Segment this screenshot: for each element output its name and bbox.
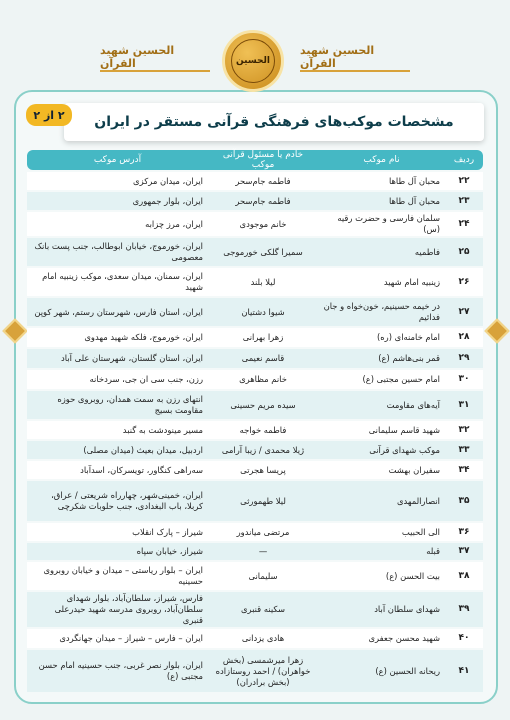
mawkib-address-cell: انتهای رزن به سمت همدان، روبروی حوزه مقاومت بسیج: [27, 391, 208, 419]
mawkib-head-cell: فاطمه جام‌سحر: [208, 172, 318, 190]
mawkib-address-cell: فارس، شیراز، سلطان‌آباد، بلوار شهدای سلطان‌آباد، روبروی مدرسه شهید حیدرعلی قنبری: [27, 592, 208, 627]
mawkib-head-cell: زهرا میرشمسی (بخش خواهران) / احمد روستازاده (بخش برادران): [208, 650, 318, 692]
mawkib-address-cell: ایران، خورموج، خیابان ابوطالب، جنب پست بانک معصومی: [27, 238, 208, 266]
mawkib-head-cell: سمیرا گلکی خورموجی: [208, 238, 318, 266]
mawkib-head-cell: شیوا دشتیان: [208, 298, 318, 326]
mawkib-head-cell: سکینه قنبری: [208, 592, 318, 627]
row-number-cell: ۲۷: [445, 298, 483, 326]
mawkib-head-cell: سیده مریم حسینی: [208, 391, 318, 419]
mawkib-head-cell: هادی یزدانی: [208, 629, 318, 648]
mawkib-address-cell: ایران، استان گلستان، شهرستان علی آباد: [27, 349, 208, 368]
table-row: [27, 461, 483, 479]
table-row: [27, 328, 483, 347]
row-number-cell: ۴۰: [445, 629, 483, 648]
table-row: [27, 349, 483, 368]
page-title-text: مشخصات موکب‌های فرهنگی قرآنی مستقر در ایران: [94, 114, 454, 130]
mawkib-name-cell: محبان آل طاها: [318, 192, 445, 210]
column-header-head: خادم یا مسئول قرآنی موکب: [208, 150, 318, 170]
mawkib-name-cell: شهید محسن جعفری: [318, 629, 445, 648]
mawkib-head-cell: پریسا هجرتی: [208, 461, 318, 479]
mawkib-head-cell: فاطمه جام‌سحر: [208, 192, 318, 210]
mawkib-address-cell: ایران، استان فارس، شهرستان رستم، شهر کوپن: [27, 298, 208, 326]
row-number-cell: ۳۵: [445, 481, 483, 521]
mawkib-head-cell: فاطمه خواجه: [208, 421, 318, 439]
row-number-cell: ۳۱: [445, 391, 483, 419]
page-badge-text: ۲ از ۲: [33, 108, 65, 122]
row-number-cell: ۳۲: [445, 421, 483, 439]
table-row: [27, 562, 483, 590]
mawkib-name-cell: در خیمه حسینیم، خون‌خواه و جان فدائیم: [318, 298, 445, 326]
table-row: [27, 238, 483, 266]
table-row: [27, 212, 483, 236]
mawkib-head-cell: لیلا طهمورثی: [208, 481, 318, 521]
mawkib-name-cell: قبله: [318, 543, 445, 560]
column-header-name: نام موکب: [318, 150, 445, 170]
mawkib-address-cell: سه‌راهی کنگاور، تویسرکان، اسدآباد: [27, 461, 208, 479]
row-number-cell: ۲۳: [445, 192, 483, 210]
mawkib-name-cell: امام خامنه‌ای (ره): [318, 328, 445, 347]
mawkib-name-cell: زینبیه امام شهید: [318, 268, 445, 296]
mawkib-head-cell: قاسم نعیمی: [208, 349, 318, 368]
mawkib-address-cell: مسیر مینودشت به گنبد: [27, 421, 208, 439]
row-number-cell: ۳۰: [445, 370, 483, 389]
mawkib-name-cell: شهید قاسم سلیمانی: [318, 421, 445, 439]
mawkib-name-cell: محبان آل طاها: [318, 172, 445, 190]
mawkib-address-cell: رزن، جنب سی ان جی، سردخانه: [27, 370, 208, 389]
table-row: [27, 370, 483, 389]
mawkib-address-cell: ایران، بلوار جمهوری: [27, 192, 208, 210]
mawkib-head-cell: —: [208, 543, 318, 560]
mawkib-name-cell: امام حسین مجتبی (ع): [318, 370, 445, 389]
mawkib-name-cell: موکب شهدای قرآنی: [318, 441, 445, 459]
row-number-cell: ۲۶: [445, 268, 483, 296]
left-side-logo-text: الحسین شهید القرآن: [100, 44, 175, 70]
mawkib-address-cell: ایران، خمینی‌شهر، چهارراه شریعتی / عراق، کربلا، باب البغدادی، جنب حلوبات شکرچی: [27, 481, 208, 521]
mawkib-name-cell: آیه‌های مقاومت: [318, 391, 445, 419]
mawkib-head-cell: مرتضی میاندور: [208, 523, 318, 541]
right-side-logo: [300, 44, 410, 72]
mawkib-name-cell: قمر بنی‌هاشم (ع): [318, 349, 445, 368]
table-row: [27, 650, 483, 692]
mawkib-address-cell: ایران – فارس – شیراز – میدان جهانگردی: [27, 629, 208, 648]
row-number-cell: ۲۴: [445, 212, 483, 236]
table-row: [27, 592, 483, 627]
emblem-logo-text: الحسین: [231, 39, 275, 83]
mawkib-address-cell: ایران، مرز چزابه: [27, 212, 208, 236]
mawkib-head-cell: زهرا بهرانی: [208, 328, 318, 347]
row-number-cell: ۲۸: [445, 328, 483, 347]
table-row: [27, 629, 483, 648]
mawkib-name-cell: الی الحبیب: [318, 523, 445, 541]
mawkib-name-cell: بیت الحسن (ع): [318, 562, 445, 590]
mawkib-name-cell: ریحانه الحسین (ع): [318, 650, 445, 692]
table-row: [27, 268, 483, 296]
mawkib-address-cell: ایران، سمنان، میدان سعدی، موکب زینبیه امام شهید: [27, 268, 208, 296]
table-row: [27, 543, 483, 560]
row-number-cell: ۳۳: [445, 441, 483, 459]
table-row: [27, 481, 483, 521]
table-row: [27, 523, 483, 541]
table-row: [27, 441, 483, 459]
column-header-address: آدرس موکب: [27, 150, 208, 170]
mawkib-head-cell: خانم مظاهری: [208, 370, 318, 389]
mawkib-name-cell: شهدای سلطان آباد: [318, 592, 445, 627]
mawkib-address-cell: ایران، خورموج، فلکه شهید مهدوی: [27, 328, 208, 347]
mawkib-name-cell: سلمان فارسی و حضرت رقیه (س): [318, 212, 445, 236]
page-title: [64, 103, 484, 141]
mawkib-address-cell: اردبیل، میدان بعیث (میدان مصلی): [27, 441, 208, 459]
mawkib-name-cell: انصارالمهدی: [318, 481, 445, 521]
mawkib-head-cell: لیلا بلند: [208, 268, 318, 296]
mawkib-head-cell: خانم موجودی: [208, 212, 318, 236]
page-badge: [26, 104, 72, 126]
mawkib-address-cell: ایران، بلوار نصر غربی، جنب حسینیه امام حسن مجتبی (ع): [27, 650, 208, 692]
row-number-cell: ۲۵: [445, 238, 483, 266]
row-number-cell: ۴۱: [445, 650, 483, 692]
mawkib-address-cell: شیراز، خیابان سپاه: [27, 543, 208, 560]
left-side-logo: [100, 44, 210, 72]
row-number-cell: ۳۴: [445, 461, 483, 479]
mawkib-address-cell: ایران – بلوار ریاستی – میدان و خیابان روبروی حسینیه: [27, 562, 208, 590]
mawkib-head-cell: سلیمانی: [208, 562, 318, 590]
row-number-cell: ۳۶: [445, 523, 483, 541]
mawkib-table: [27, 148, 483, 694]
table-header-row: [27, 150, 483, 170]
mawkib-address-cell: ایران، میدان مرکزی: [27, 172, 208, 190]
table-body: [27, 172, 483, 692]
column-header-number: ردیف: [445, 150, 483, 170]
row-number-cell: ۲۹: [445, 349, 483, 368]
row-number-cell: ۳۸: [445, 562, 483, 590]
table-row: [27, 298, 483, 326]
right-side-logo-text: الحسین شهید القرآن: [300, 44, 375, 70]
table-row: [27, 172, 483, 190]
table-row: [27, 192, 483, 210]
emblem-logo: [222, 30, 284, 92]
mawkib-name-cell: فاطمیه: [318, 238, 445, 266]
table-row: [27, 421, 483, 439]
mawkib-address-cell: شیراز – پارک انقلاب: [27, 523, 208, 541]
row-number-cell: ۳۷: [445, 543, 483, 560]
table-row: [27, 391, 483, 419]
mawkib-name-cell: سفیران بهشت: [318, 461, 445, 479]
row-number-cell: ۲۲: [445, 172, 483, 190]
row-number-cell: ۳۹: [445, 592, 483, 627]
mawkib-head-cell: ژیلا محمدی / زیبا آرامی: [208, 441, 318, 459]
